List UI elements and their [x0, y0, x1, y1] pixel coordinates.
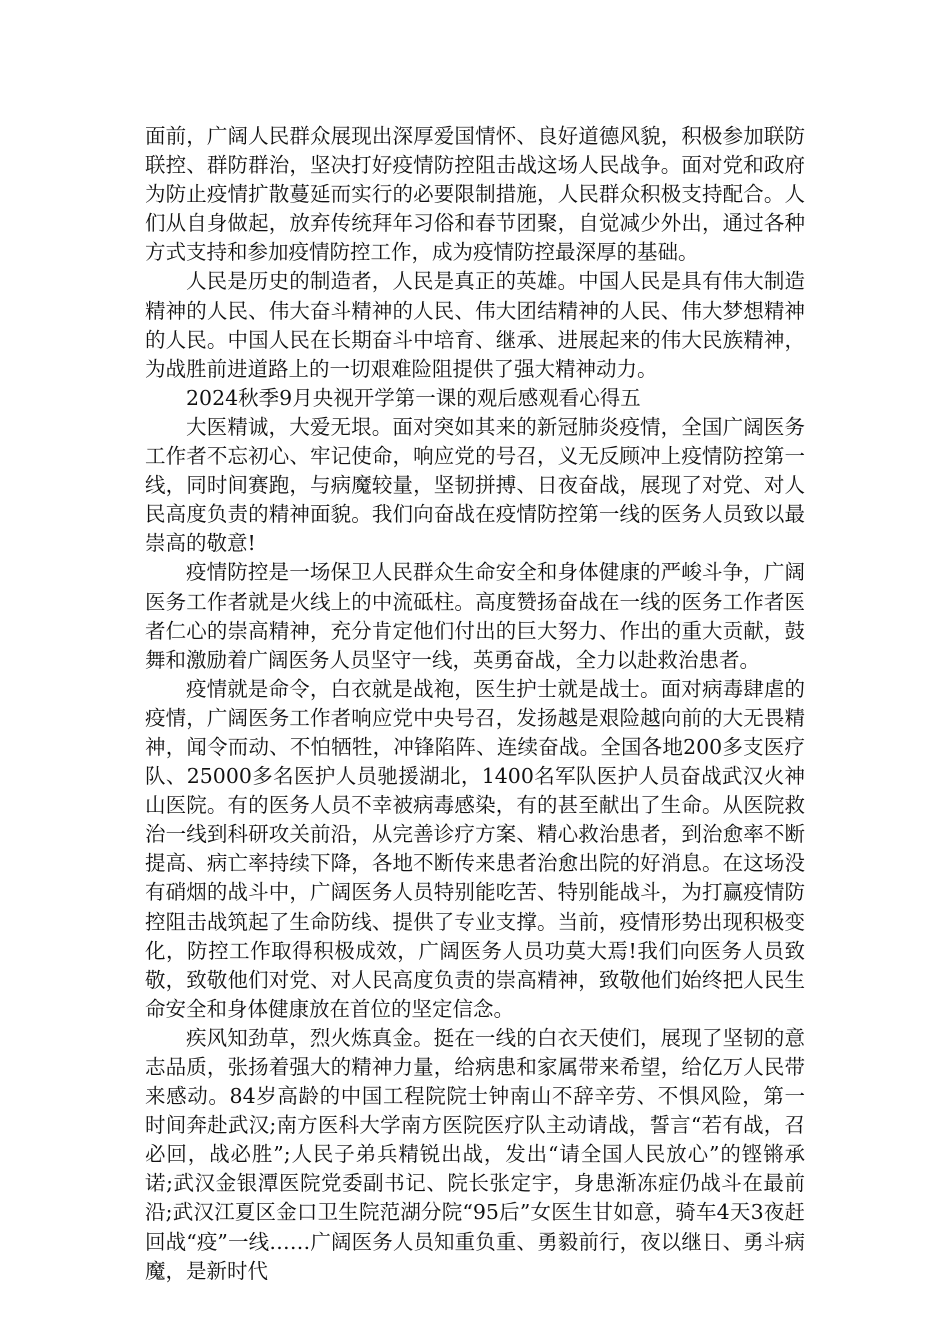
paragraph-1: 面前，广阔人民群众展现出深厚爱国情怀、良好道德风貌，积极参加联防联控、群防群治，坚决打好疫情防控阻击战这场人民战争。面对党和政府为防止疫情扩散蔓延而实行的必要限制措施，人民群众积极支持配合。人们从自身做起，放弃传统拜年习俗和春节团聚，自觉减少外出，通过各种方式支持和参加疫情防控工作，成为疫情防控最深厚的基础。	[145, 124, 805, 265]
paragraph-5: 疫情就是命令，白衣就是战袍，医生护士就是战士。面对病毒肆虐的疫情，广阔医务工作者响应党中央号召，发扬越是艰险越向前的大无畏精神，闻令而动、不怕牺牲，冲锋陷阵、连续奋战。全国各地200多支医疗队、25000多名医护人员驰援湖北，1400名军队医护人员奋战武汉火神山医院。有的医务人员不幸被病毒感染，有的甚至献出了生命。从医院救治一线到科研攻关前沿，从完善诊疗方案、精心救治患者，到治愈率不断提高、病亡率持续下降，各地不断传来患者治愈出院的好消息。在这场没有硝烟的战斗中，广阔医务人员特别能吃苦、特别能战斗，为打赢疫情防控阻击战筑起了生命防线、提供了专业支撑。当前，疫情形势出现积极变化，防控工作取得积极成效，广阔医务人员功莫大焉!我们向医务人员致敬，致敬他们对党、对人民高度负责的崇高精神，致敬他们始终把人民生命安全和身体健康放在首位的坚定信念。	[145, 676, 805, 1021]
paragraph-4: 疫情防控是一场保卫人民群众生命安全和身体健康的严峻斗争，广阔医务工作者就是火线上的中流砥柱。高度赞扬奋战在一线的医务工作者医者仁心的崇高精神，充分肯定他们付出的巨大努力、作出的重大贡献，鼓舞和激励着广阔医务人员坚守一线，英勇奋战，全力以赴救治患者。	[145, 560, 805, 672]
paragraph-6: 疾风知劲草，烈火炼真金。挺在一线的白衣天使们，展现了坚韧的意志品质，张扬着强大的精神力量，给病患和家属带来希望，给亿万人民带来感动。84岁高龄的中国工程院院士钟南山不辞辛劳、不惧风险，第一时间奔赴武汉;南方医科大学南方医院医疗队主动请战，誓言“若有战，召必回，战必胜”;人民子弟兵精锐出战，发出“请全国人民放心”的铿锵承诺;武汉金银潭医院党委副书记、院长张定宇，身患渐冻症仍战斗在最前沿;武汉江夏区金口卫生院范湖分院“95后”女医生甘如意，骑车4天3夜赶回战“疫”一线……广阔医务人员知重负重、勇毅前行，夜以继日、勇斗病魔，是新时代	[145, 1025, 805, 1283]
paragraph-2: 人民是历史的制造者，人民是真正的英雄。中国人民是具有伟大制造精神的人民、伟大奋斗精神的人民、伟大团结精神的人民、伟大梦想精神的人民。中国人民在长期奋斗中培育、继承、进展起来的伟大民族精神，为战胜前进道路上的一切艰难险阻提供了强大精神动力。	[145, 269, 805, 381]
section-heading: 2024秋季9月央视开学第一课的观后感观看心得五	[186, 385, 641, 410]
document-body	[145, 122, 805, 1286]
paragraph-3: 大医精诚，大爱无垠。面对突如其来的新冠肺炎疫情，全国广阔医务工作者不忘初心、牢记使命，响应党的号召，义无反顾冲上疫情防控第一线，同时间赛跑，与病魔较量，坚韧拼搏、日夜奋战，展现了对党、对人民高度负责的精神面貌。我们向奋战在疫情防控第一线的医务人员致以最崇高的敬意!	[145, 414, 805, 556]
